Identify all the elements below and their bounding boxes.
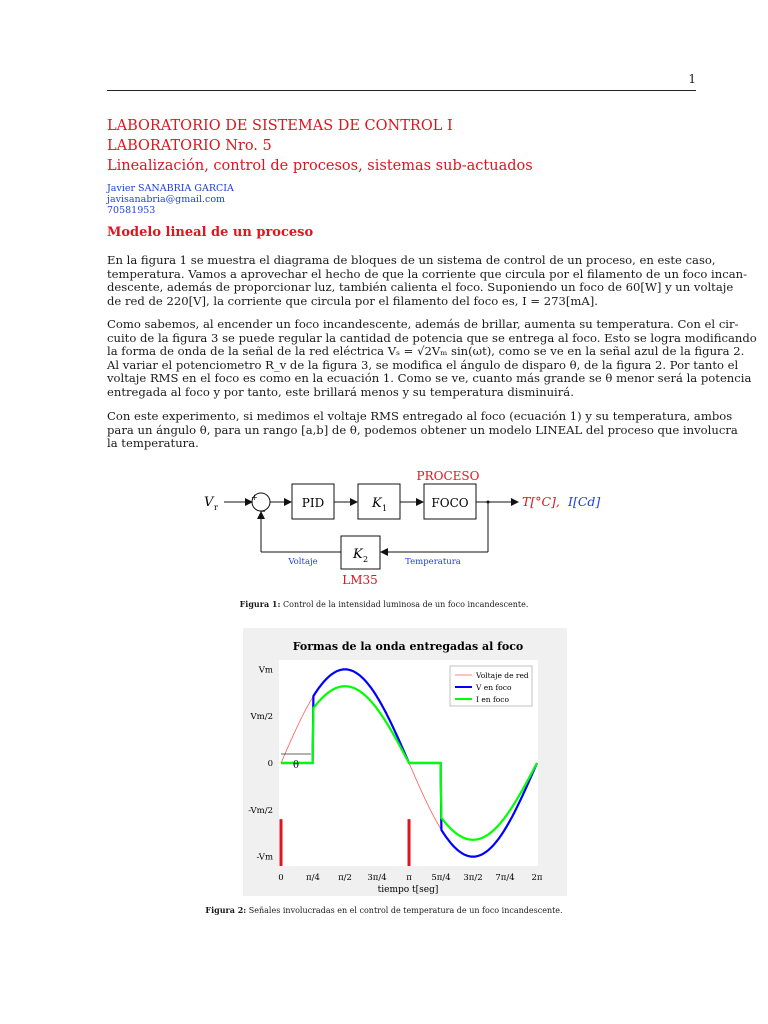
paragraph-line: la temperatura. [107,436,199,451]
x-tick-label: 0 [278,873,284,883]
legend-label: Voltaje de red [476,671,529,680]
paragraph-line: voltaje RMS en el foco es como en la ecuación 1. Como se ve, cuanto más grande se θ menor será la potencia [107,371,752,386]
page-number: 1 [688,72,696,86]
lab-number: LABORATORIO Nro. 5 [107,138,272,154]
header-rule [107,90,696,91]
paragraph-line: Como sabemos, al encender un foco incandescente, además de brillar, aumenta su temperatura. Con el cir- [107,317,739,331]
paragraph-line: Con este experimento, si medimos el voltaje RMS entregado al foco (ecuación 1) y su temperatura, ambos [107,409,733,423]
output-temperature: T[°C], [522,494,560,509]
theta-label: θ [292,760,300,771]
x-tick-label: 2π [531,873,543,883]
block-diagram [0,460,768,590]
title-block [107,116,697,176]
k1-label: K [372,496,382,511]
foco-label: FOCO [431,496,469,510]
author-name: Javier SANABRIA GARCIA [107,183,234,194]
k1-subscript: 1 [382,504,388,513]
paragraph-line: de red de 220[V], la corriente que circula por el filamento del foco es, I = 273[mA]. [107,293,598,308]
temperatura-signal-label: Temperatura [405,557,461,567]
k2-label: K [353,547,363,562]
figure-2-caption-text: Señales involucradas en el control de temperatura de un foco incandescente. [248,906,563,915]
figure-1-caption-prefix: Figura 1: [239,599,281,609]
paragraph-1 [107,253,748,308]
paragraph-line: descente, además de proporcionar luz, también calienta el foco. Suponiendo un foco de 60[W] y un voltaje [107,280,734,295]
paragraph-line: entregada al foco y por tanto, este brillará menos y su temperatura disminuirá. [107,384,574,399]
legend-label: V en foco [476,683,512,692]
voltaje-signal-label: Voltaje [288,557,318,567]
x-tick-label: 3π/4 [367,873,387,883]
sum-plus: + [251,493,258,502]
paragraph-line: En la figura 1 se muestra el diagrama de bloques de un sistema de control de un proceso, en este caso, [107,253,716,267]
figure-2-caption [0,905,768,915]
pid-label: PID [301,496,325,510]
lab-subtitle: Linealización, control de procesos, sistemas sub-actuados [107,158,533,174]
sensor-label: LM35 [342,573,378,587]
waveform-chart [0,628,768,898]
output-luminosity: I[Cd] [568,494,601,509]
y-tick-label: Vm [258,665,273,676]
paragraph-line: cuito de la figura 3 se puede regular la cantidad de potencia que se entrega al foco. Esto se logra modificando [107,330,757,345]
legend [450,666,532,706]
x-tick-label: 7π/4 [495,873,515,883]
figure-1-caption-text: Control de la intensidad luminosa de un foco incandescente. [283,600,529,609]
course-title: LABORATORIO DE SISTEMAS DE CONTROL I [107,118,453,134]
paragraph-line: Al variar el potenciometro R_v de la figura 3, se modifica el ángulo de disparo θ, de la figura 2. Por tanto el [107,357,739,372]
author-block [107,183,234,216]
input-label: V [204,495,214,510]
proceso-label: PROCESO [416,469,480,483]
x-tick-label: π [406,873,412,883]
x-tick-label: 3π/2 [463,873,483,883]
y-tick-label: 0 [267,759,273,769]
paragraph-3 [107,409,738,451]
figure-1-caption [0,599,768,609]
y-tick-label: Vm/2 [250,712,273,723]
paragraph-line: para un ángulo θ, para un rango [a,b] de θ, podemos obtener un modelo LINEAL del proceso que involucra [107,422,738,437]
author-email[interactable]: javisanabria@gmail.com [107,194,226,205]
chart-title: Formas de la onda entregadas al foco [292,640,524,653]
input-subscript: r [214,503,218,512]
k2-subscript: 2 [363,555,369,564]
y-tick-label: -Vm [256,852,273,863]
paragraph-line: temperatura. Vamos a aprovechar el hecho de que la corriente que circula por el filamento de un foco incan- [107,266,748,281]
figure-2-caption-prefix: Figura 2: [205,905,247,915]
x-tick-label: π/4 [306,873,320,883]
author-phone: 70581953 [107,205,156,216]
x-axis-label: tiempo t[seg] [377,885,439,895]
y-tick-label: -Vm/2 [248,805,273,816]
legend-label: I en foco [476,695,510,704]
paragraph-2 [107,317,757,400]
section-title: Modelo lineal de un proceso [107,225,314,240]
x-tick-label: π/2 [338,873,352,883]
paragraph-line: la forma de onda de la señal de la red eléctrica Vₛ = √2Vₘ sin(ωt), como se ve en la señal azul de la figura 2. [107,344,745,359]
sum-minus: − [259,507,266,516]
x-tick-label: 5π/4 [431,873,451,883]
